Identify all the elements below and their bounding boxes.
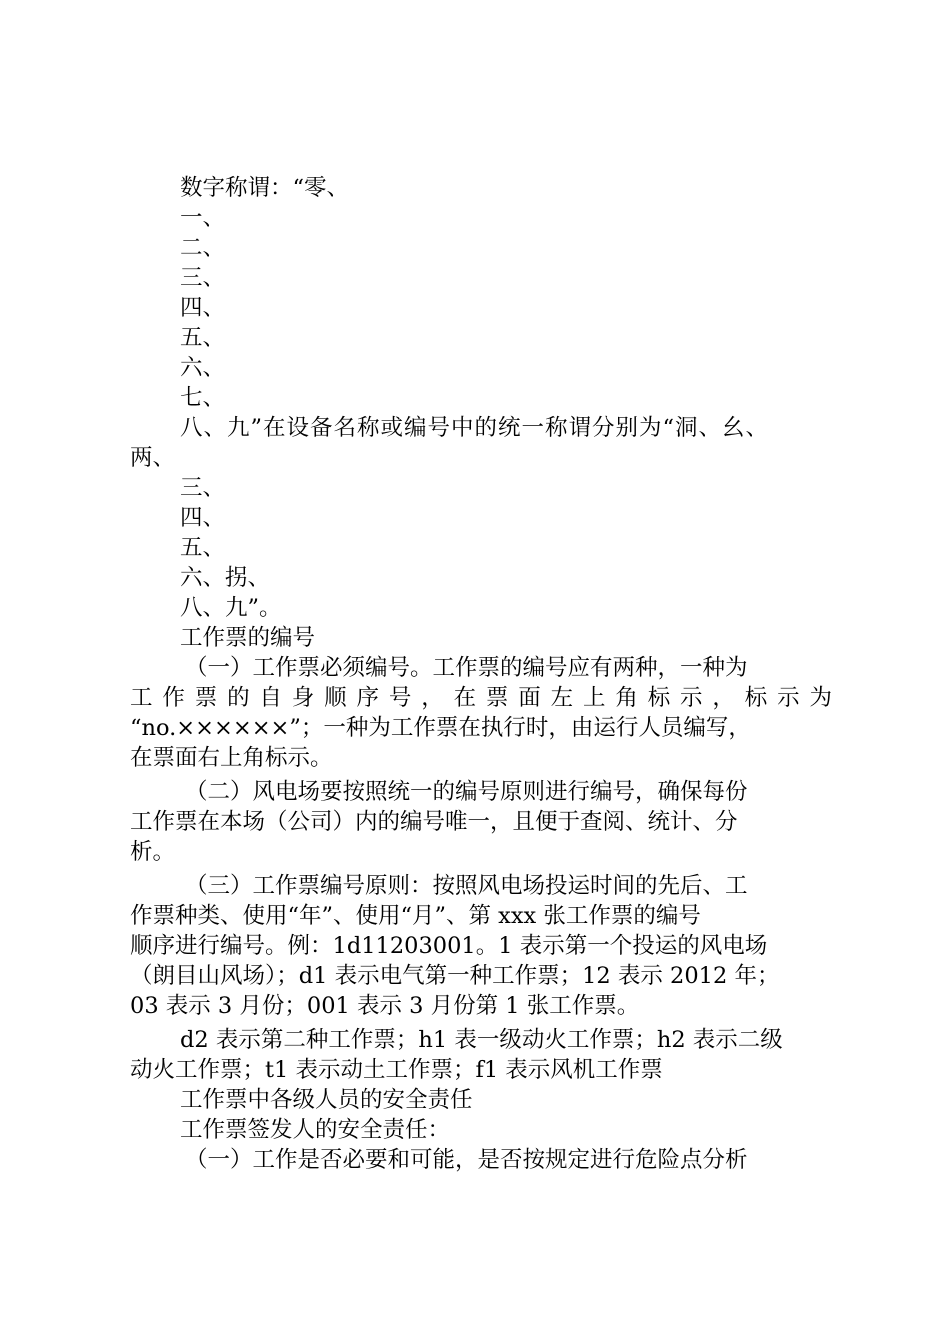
text-line: 七、	[180, 385, 226, 411]
text-line: 工作票的自身顺序号，在票面左上角标示，标示为	[130, 685, 832, 711]
text-line: 四、	[180, 295, 226, 321]
text-line: 四、	[180, 505, 226, 531]
text-line: 03 表示 3 月份；001 表示 3 月份第 1 张工作票。	[130, 993, 640, 1019]
text-line: （二）风电场要按照统一的编号原则进行编号，确保每份	[185, 779, 748, 805]
section-heading: 工作票中各级人员的安全责任	[180, 1087, 473, 1113]
text-line: 六、拐、	[180, 565, 271, 591]
text-line: 两、	[130, 445, 176, 471]
text-line: 三、	[180, 475, 226, 501]
text-line: 析。	[130, 839, 176, 865]
text-line: （一）工作是否必要和可能，是否按规定进行危险点分析	[185, 1147, 748, 1173]
text-line: 二、	[180, 235, 226, 261]
section-heading: 工作票的编号	[180, 625, 316, 651]
text-line: 作票种类、使用“年”、使用“月”、第 xxx 张工作票的编号	[130, 903, 701, 929]
text-line: 工作票在本场（公司）内的编号唯一，且便于查阅、统计、分	[130, 809, 738, 835]
text-line: （一）工作票必须编号。工作票的编号应有两种，一种为	[185, 655, 748, 681]
text-line: 五、	[180, 325, 226, 351]
document-body	[130, 173, 832, 1175]
text-line: 五、	[180, 535, 226, 561]
text-line: 三、	[180, 265, 226, 291]
text-line: “no.××××××”；一种为工作票在执行时，由运行人员编写，	[130, 715, 751, 741]
text-line: 八、九”在设备名称或编号中的统一称谓分别为“洞、幺、	[180, 415, 770, 441]
text-line: （三）工作票编号原则：按照风电场投运时间的先后、工	[185, 873, 748, 899]
text-line: 一、	[180, 205, 226, 231]
section-heading: 工作票签发人的安全责任：	[180, 1117, 451, 1143]
text-line: 顺序进行编号。例：1d11203001。1 表示第一个投运的风电场	[130, 933, 768, 959]
text-line: 六、	[180, 355, 226, 381]
text-line: 动火工作票；t1 表示动土工作票；f1 表示风机工作票	[130, 1057, 663, 1083]
text-line: （朗目山风场）；d1 表示电气第一种工作票；12 表示 2012 年；	[130, 963, 780, 989]
text-line: 八、九”。	[180, 595, 282, 621]
text-line: d2 表示第二种工作票；h1 表一级动火工作票；h2 表示二级	[180, 1027, 783, 1053]
text-line: 在票面右上角标示。	[130, 745, 333, 771]
text-line: 数字称谓：“零、	[180, 175, 350, 201]
